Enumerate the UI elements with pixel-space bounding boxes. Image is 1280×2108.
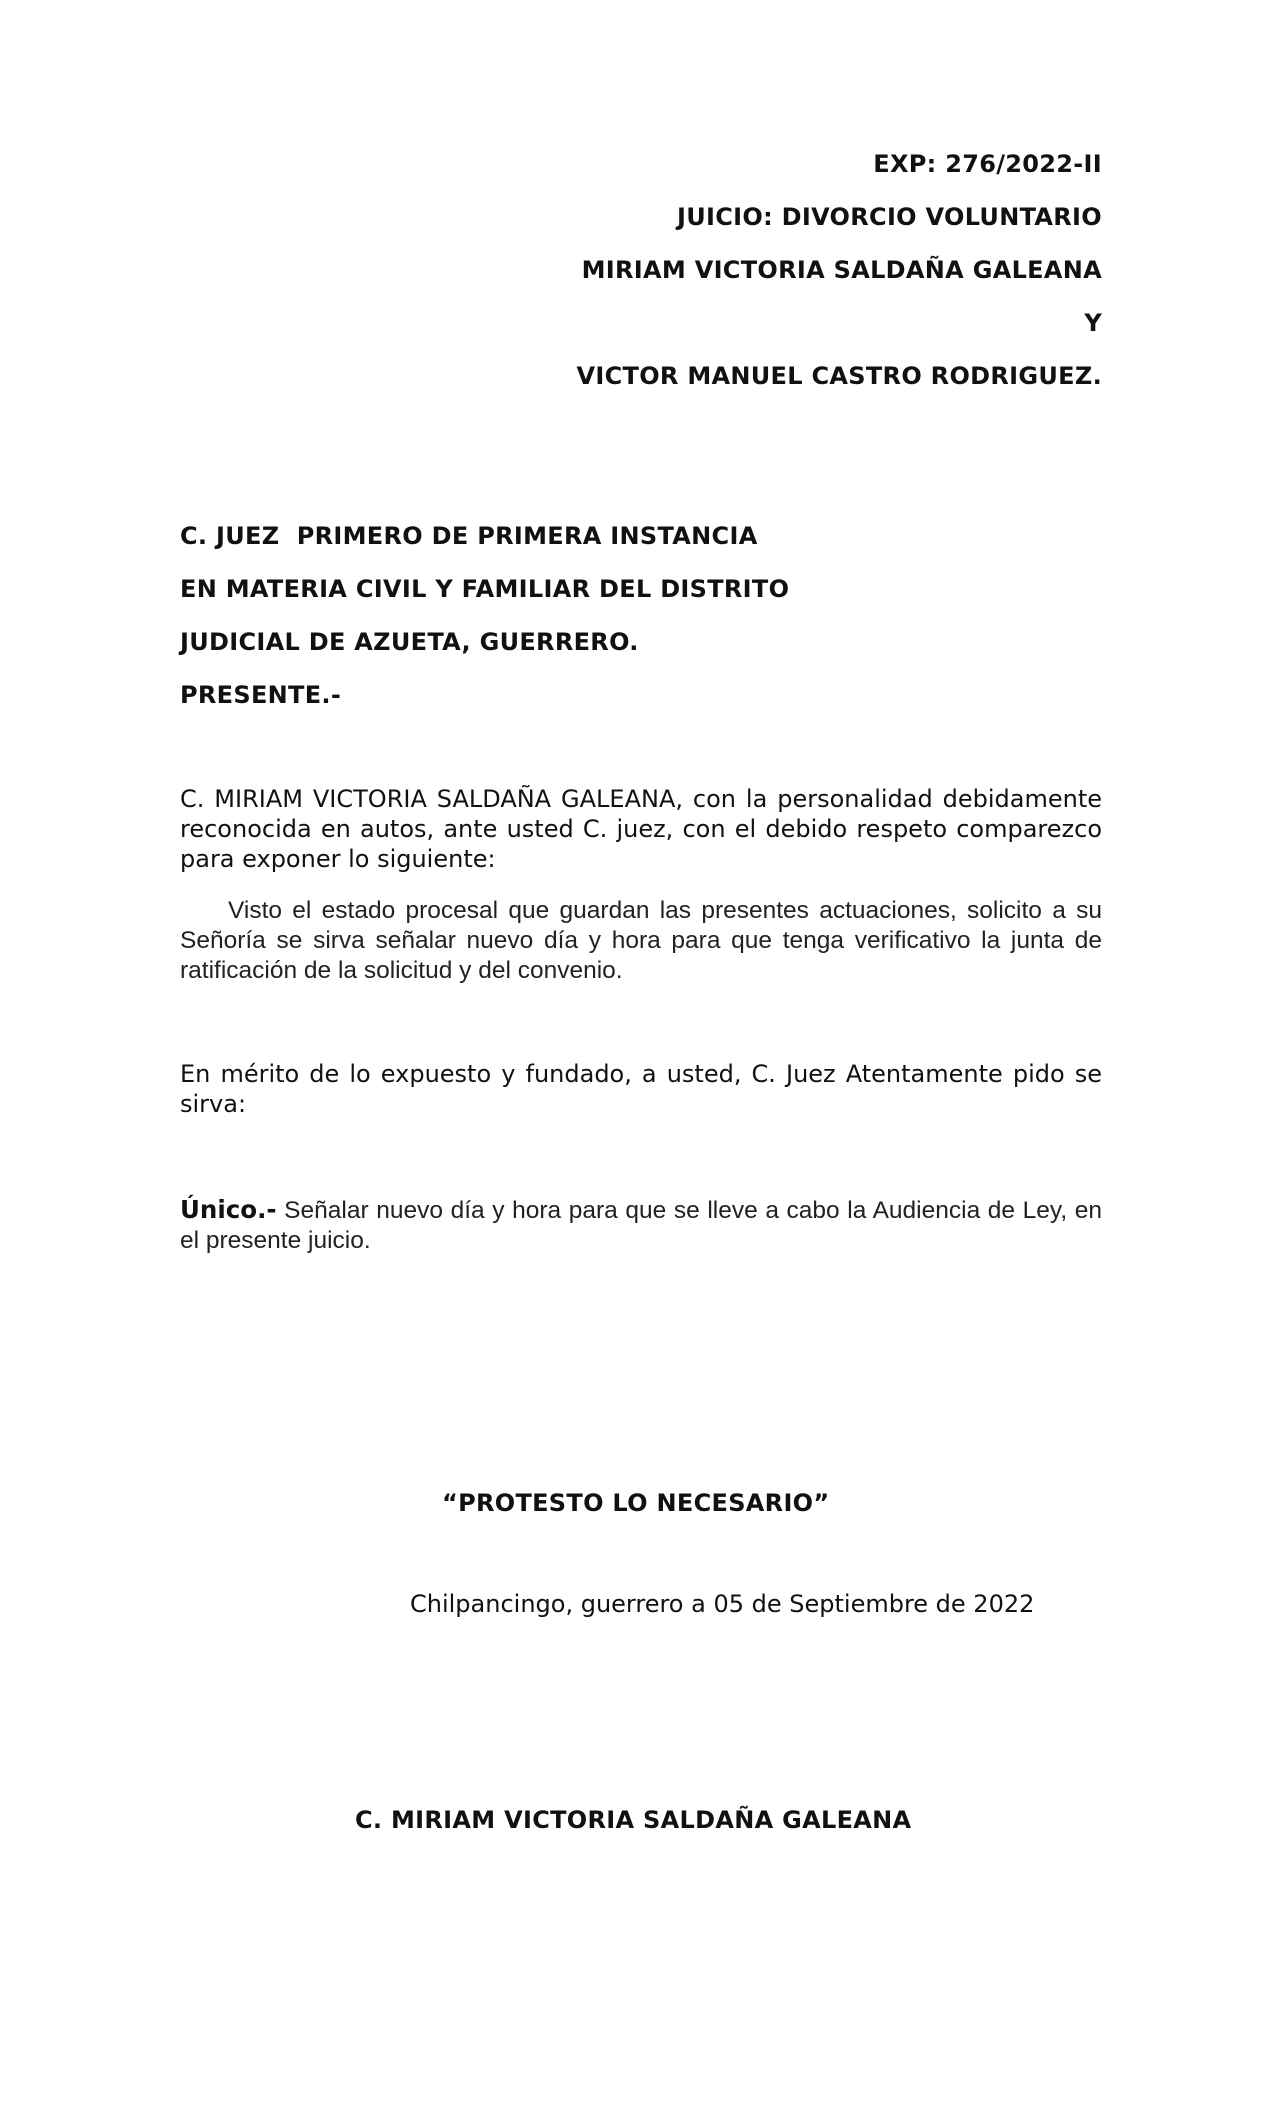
unico-label: Único.- <box>180 1195 277 1224</box>
place-and-date: Chilpancingo, guerrero a 05 de Septiembre de 2022 <box>410 1590 1035 1618</box>
party-two: VICTOR MANUEL CASTRO RODRIGUEZ. <box>576 362 1102 390</box>
party-conjunction: Y <box>1084 309 1102 337</box>
unico-paragraph <box>180 1195 1102 1256</box>
merito-paragraph: En mérito de lo expuesto y fundado, a usted, C. Juez Atentamente pido se sirva: <box>180 1060 1102 1118</box>
protesto-line: “PROTESTO LO NECESARIO” <box>442 1489 830 1517</box>
signature-name: C. MIRIAM VICTORIA SALDAÑA GALEANA <box>355 1806 912 1834</box>
addressee-line-1: C. JUEZ PRIMERO DE PRIMERA INSTANCIA <box>180 522 758 550</box>
addressee-line-2: EN MATERIA CIVIL Y FAMILIAR DEL DISTRITO <box>180 575 790 603</box>
party-one: MIRIAM VICTORIA SALDAÑA GALEANA <box>581 256 1102 284</box>
case-type: JUICIO: DIVORCIO VOLUNTARIO <box>677 203 1102 231</box>
request-paragraph: Visto el estado procesal que guardan las presentes actuaciones, solicito a su Señoría se sirva señalar nuevo día y hora para que tenga verificativo la junta de ratificación de la solicitud y del convenio. <box>180 897 1102 984</box>
unico-text: Señalar nuevo día y hora para que se lleve a cabo la Audiencia de Ley, en el presente juicio. <box>180 1197 1102 1254</box>
intro-paragraph: C. MIRIAM VICTORIA SALDAÑA GALEANA, con la personalidad debidamente reconocida en autos, ante usted C. juez, con el debido respeto comparezco para exponer lo siguiente: <box>180 785 1102 873</box>
case-number: EXP: 276/2022-II <box>873 150 1102 178</box>
addressee-line-3: JUDICIAL DE AZUETA, GUERRERO. <box>180 628 639 656</box>
addressee-presente: PRESENTE.- <box>180 681 342 709</box>
